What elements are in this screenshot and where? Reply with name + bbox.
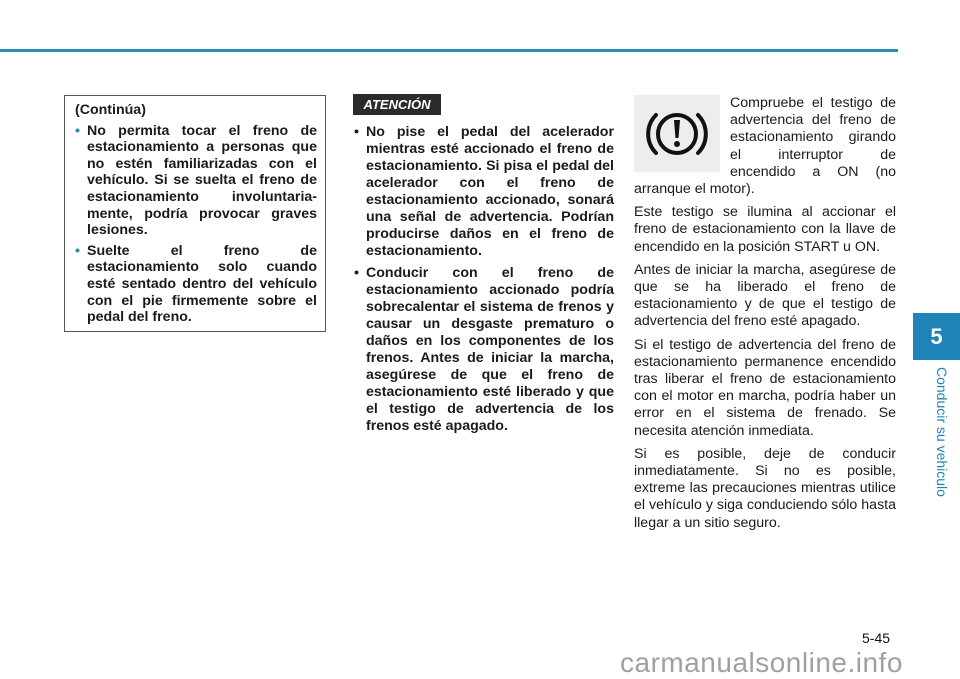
- list-item: [75, 243, 317, 326]
- bullet-icon: •: [354, 265, 359, 281]
- parking-brake-warning-icon: [634, 95, 720, 172]
- continued-warning-box: [64, 95, 326, 332]
- bullet-text: No pise el pedal del acelerador mientras esté accionado el freno de estacionamiento. Si pisa el pedal del acelerador con el freno de estacionamiento accionado, sonará una señal de advertencia. Podrían producirse daños en el freno de estacionamiento.: [366, 124, 614, 259]
- chapter-label: Conducir su vehiculo: [934, 367, 950, 497]
- bullet-text: No permita tocar el freno de estacionamiento a personas que no estén familiarizadas con el vehículo. Si se suelta el freno de estacionamiento involuntaria-mente, podría provocar graves lesiones.: [87, 122, 317, 239]
- right-column: [634, 95, 896, 538]
- chapter-tab: 5: [913, 313, 960, 360]
- caution-label: ATENCIÓN: [353, 94, 441, 115]
- bullet-icon: •: [75, 122, 80, 139]
- caution-list: [354, 124, 614, 440]
- paragraph: Si es posible, deje de conducir inmediatamente. Si no es posible, extreme las precauciones mientras utilice el vehículo y siga conduciendo sólo hasta llegar a un sitio seguro.: [634, 445, 896, 531]
- paragraph: Antes de iniciar la marcha, asegúrese de que se ha liberado el freno de estacionamiento y de que el testigo de advertencia del freno esté apagado.: [634, 261, 896, 330]
- list-item: [354, 124, 614, 260]
- bullet-icon: •: [75, 242, 80, 259]
- header-rule: [0, 49, 898, 52]
- paragraph: Compruebe el testigo de advertencia del freno de estacionamiento girando el interruptor de encendido a ON (no arranque el motor).: [634, 95, 896, 198]
- bullet-icon: •: [354, 124, 359, 140]
- page-number: 5-45: [862, 630, 891, 646]
- watermark: carmanualsonline.info: [620, 647, 903, 678]
- list-item: [354, 265, 614, 435]
- paragraph: Este testigo se ilumina al accionar el freno de estacionamiento con la llave de encendido en la posición START u ON.: [634, 204, 896, 255]
- box-title: (Continúa): [75, 102, 146, 118]
- paragraph: Si el testigo de advertencia del freno de estacionamiento permanence encendido tras liberar el freno de estacionamiento con el motor en marcha, podría haber un error en el sistema de frenado. Se necesita atención inmediata.: [634, 336, 896, 439]
- list-item: [75, 123, 317, 239]
- bullet-text: Conducir con el freno de estacionamiento accionado podría sobrecalentar el sistema de frenos y causar un desgaste prematuro o daños en los componentes de los frenos. Antes de iniciar la marcha, asegúrese de que el freno de estacionamiento esté liberado y que el testigo de advertencia de los frenos esté apagado.: [366, 265, 614, 434]
- bullet-text: Suelte el freno de estacionamiento solo cuando esté sentado dentro del vehículo con el pie firmemente sobre el pedal del freno.: [87, 242, 317, 326]
